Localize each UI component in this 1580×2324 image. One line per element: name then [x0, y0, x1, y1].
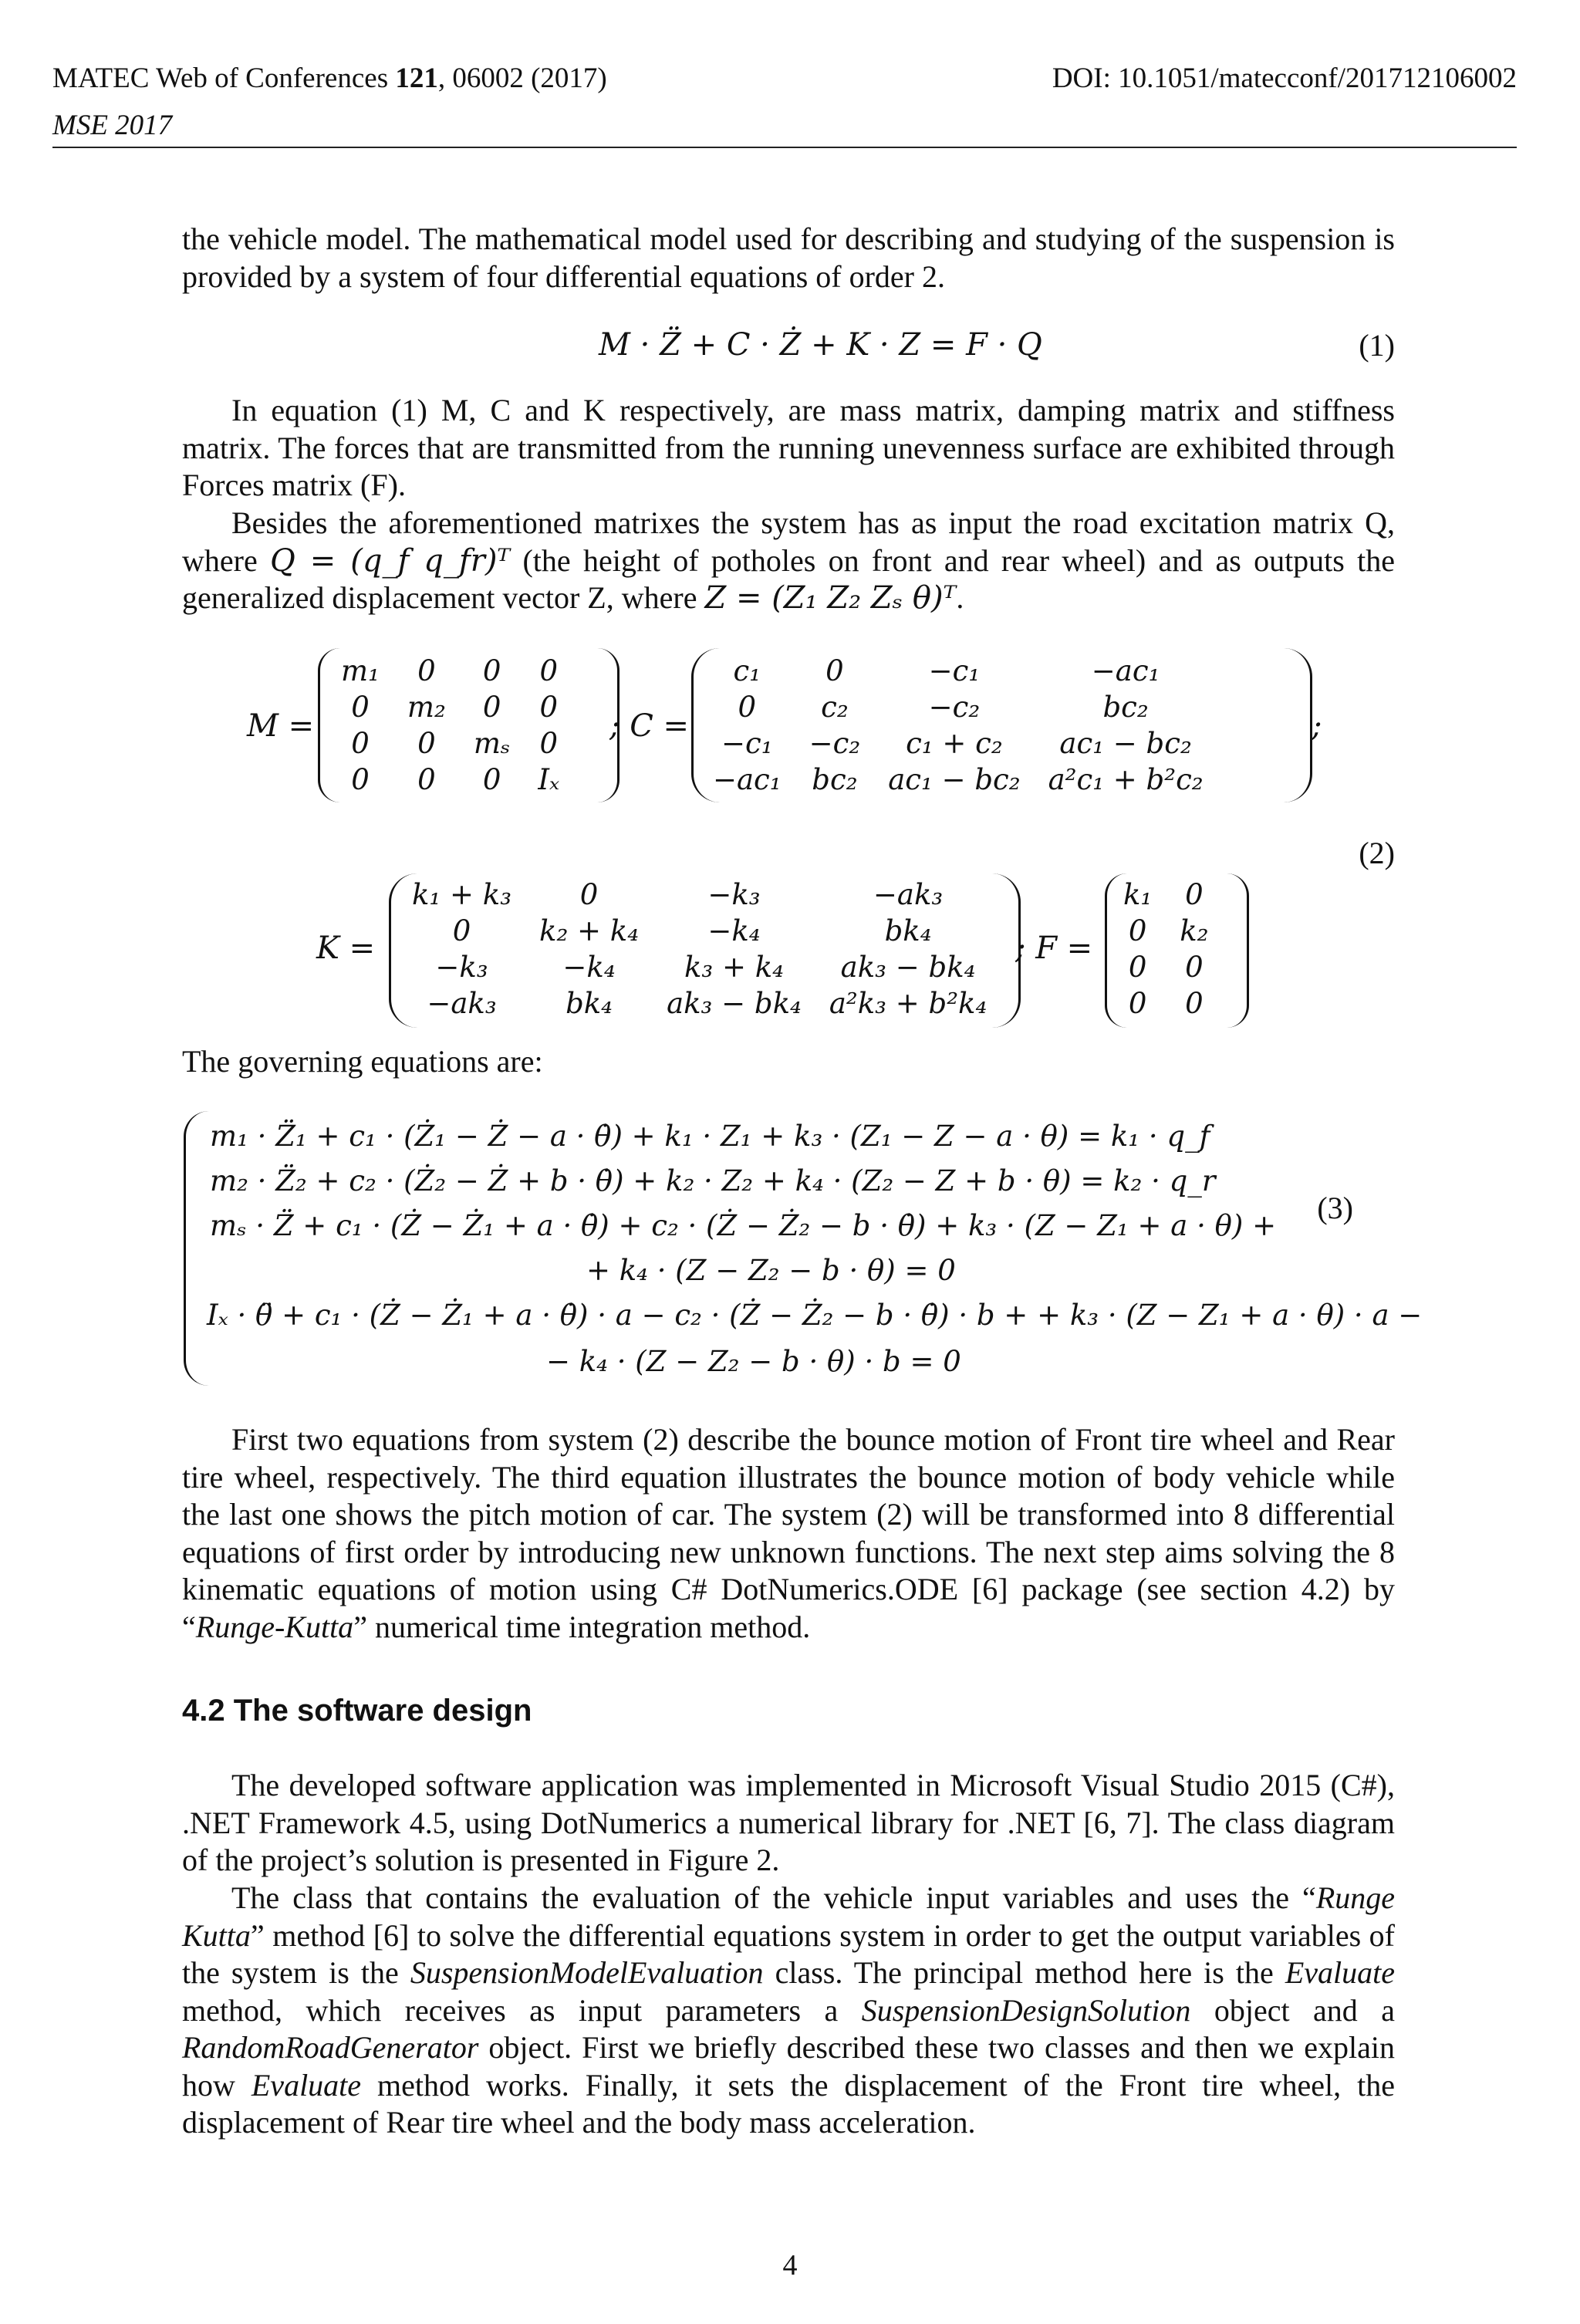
- matrix-c-tail: ;: [1312, 708, 1322, 744]
- matrix-cell: −k₄: [562, 951, 616, 984]
- matrix-cell: 0: [351, 763, 370, 796]
- equation-1: M · Z̈ + C · Ż + K · Z = F · Q: [599, 327, 1042, 363]
- matrix-f-right-paren: [1227, 873, 1249, 1028]
- matrix-c: [699, 653, 1217, 798]
- matrix-k-row: [398, 985, 1001, 1022]
- matrix-cell: k₃ + k₄: [684, 951, 784, 984]
- paragraph-matrices-description: In equation (1) M, C and K respectively, are mass matrix, damping matrix and stiffness matrix. The forces that are transmitted from the running unevenness surface are exhibited through Forces matrix (F).: [182, 393, 1395, 502]
- header-rule: [52, 147, 1517, 148]
- governing-intro: The governing equations are:: [182, 1044, 543, 1079]
- matrix-cell: 0: [825, 654, 844, 687]
- matrix-c-row: [699, 653, 1217, 689]
- matrix-cell: −c₁: [721, 727, 773, 760]
- matrix-f: [1109, 877, 1223, 1022]
- matrix-cell: m₂: [407, 691, 446, 724]
- matrix-m-row: [327, 762, 573, 798]
- paragraph-software-implementation: The developed software application was implemented in Microsoft Visual Studio 2015 (C#), .NET Framework 4.5, using DotNumerics a numerical library for .NET [6, 7]. The class diagram of the project’s solution is presented in Figure 2.: [182, 1768, 1395, 1877]
- journal-header: MATEC Web of Conferences 121, 06002 (2017): [52, 62, 607, 94]
- z-vector-expr: Z = (Z₁ Z₂ Zₛ θ)ᵀ: [704, 580, 957, 616]
- matrix-m-row: [327, 689, 573, 725]
- matrix-cell: −c₂: [928, 691, 981, 724]
- matrix-cell: ak₃ − bk₄: [667, 987, 802, 1020]
- matrix-c-row: [699, 725, 1217, 762]
- matrix-cell: ac₁ − bc₂: [1059, 727, 1192, 760]
- matrix-cell: 0: [1185, 987, 1204, 1020]
- matrix-cell: 0: [1128, 914, 1147, 948]
- matrix-c-label: ; C =: [609, 708, 690, 744]
- matrix-cell: k₁ + k₃: [412, 878, 512, 911]
- matrix-f-row: [1109, 985, 1223, 1022]
- doi-header: DOI: 10.1051/matecconf/201712106002: [1052, 62, 1517, 94]
- matrix-cell: bk₄: [565, 987, 613, 1020]
- matrix-cell: bc₂: [1102, 691, 1149, 724]
- matrix-m: [327, 653, 573, 798]
- matrix-c-row: [699, 689, 1217, 725]
- equation-2-number: (2): [1359, 836, 1395, 870]
- matrix-cell: 0: [482, 691, 501, 724]
- matrix-cell: 0: [417, 727, 436, 760]
- matrix-cell: −k₃: [435, 951, 488, 984]
- matrix-cell: 0: [351, 727, 370, 760]
- matrix-cell: a²k₃ + b²k₄: [829, 987, 988, 1020]
- matrix-cell: 0: [417, 763, 436, 796]
- matrix-cell: k₂ + k₄: [539, 914, 640, 948]
- matrix-cell: −ak₃: [427, 987, 497, 1020]
- matrix-c-right-paren: [1284, 648, 1312, 802]
- matrix-cell: bc₂: [812, 763, 858, 796]
- equation-3-brace: [184, 1111, 209, 1386]
- matrix-k-row: [398, 949, 1001, 985]
- matrix-cell: 0: [579, 878, 599, 911]
- matrix-cell: ak₃ − bk₄: [840, 951, 976, 984]
- matrix-k-row: [398, 877, 1001, 913]
- matrix-c-row: [699, 762, 1217, 798]
- matrix-cell: a²c₁ + b²c₂: [1048, 763, 1204, 796]
- journal-volume: 121: [395, 62, 438, 94]
- conference-name: MSE 2017: [52, 110, 173, 141]
- matrix-cell: k₂: [1180, 914, 1209, 948]
- matrix-cell: k₁: [1123, 878, 1153, 911]
- paragraph-inputs-outputs: Besides the aforementioned matrixes the system has as input the road excitation matrix Q, where Q = (q_f q_fr)ᵀ (the height of potholes on front and rear wheel) and as outputs the generalized displacement vector Z, where Z = (Z₁ Z₂ Zₛ θ)ᵀ.: [182, 505, 1395, 616]
- equation-3-number: (3): [1317, 1191, 1353, 1225]
- matrix-cell: ac₁ − bc₂: [888, 763, 1021, 796]
- matrix-m-row: [327, 725, 573, 762]
- matrix-cell: m₁: [341, 654, 380, 687]
- matrix-cell: c₁ + c₂: [906, 727, 1003, 760]
- matrix-cell: 0: [539, 727, 559, 760]
- matrix-m-label: M =: [247, 708, 315, 744]
- matrix-k-row: [398, 913, 1001, 949]
- equation-1-number: (1): [1359, 328, 1395, 363]
- matrix-cell: 0: [351, 691, 370, 724]
- matrix-cell: −ac₁: [1091, 654, 1160, 687]
- equation-3-line-2: m₂ · Z̈₂ + c₂ · (Ż₂ − Ż + b · θ̇) + k₂ · Z₂ + k₄ · (Z₂ − Z + b · θ) = k₂ · q_r: [210, 1164, 1216, 1197]
- matrix-cell: 0: [482, 763, 501, 796]
- matrix-cell: 0: [1128, 987, 1147, 1020]
- matrix-cell: c₂: [821, 691, 849, 724]
- matrix-cell: −k₃: [707, 878, 761, 911]
- matrix-cell: mₛ: [473, 727, 511, 760]
- matrix-f-row: [1109, 949, 1223, 985]
- matrix-k-label: K =: [316, 931, 376, 966]
- matrix-cell: 0: [1128, 951, 1147, 984]
- matrix-cell: −c₁: [928, 654, 981, 687]
- paragraph-intro: the vehicle model. The mathematical model used for describing and studying of the suspension is provided by a system of four differential equations of order 2.: [182, 221, 1395, 294]
- matrix-cell: 0: [452, 914, 471, 948]
- matrix-cell: 0: [539, 691, 559, 724]
- matrix-cell: c₁: [733, 654, 761, 687]
- matrix-cell: 0: [539, 654, 559, 687]
- matrix-cell: −ak₃: [873, 878, 944, 911]
- section-heading: 4.2 The software design: [182, 1694, 532, 1728]
- matrix-cell: Iₓ: [538, 763, 560, 796]
- matrix-m-row: [327, 653, 573, 689]
- q-vector-expr: Q = (q_f q_fr)ᵀ: [270, 542, 511, 579]
- matrix-cell: −k₄: [707, 914, 761, 948]
- equation-3-line-3: mₛ · Z̈ + c₁ · (Ż − Ż₁ + a · θ̇) + c₂ · (Ż − Ż₂ − b · θ̇) + k₃ · (Z − Z₁ + a · θ) +: [210, 1209, 1277, 1242]
- equation-3-line-4: + k₄ · (Z − Z₂ − b · θ) = 0: [586, 1254, 956, 1287]
- page-number: 4: [782, 2249, 798, 2282]
- equation-3-line-1: m₁ · Z̈₁ + c₁ · (Ż₁ − Ż − a · θ̇) + k₁ · Z₁ + k₃ · (Z₁ − Z − a · θ) = k₁ · q_f: [210, 1120, 1210, 1153]
- matrix-f-row: [1109, 913, 1223, 949]
- equation-3-line-6: − k₄ · (Z − Z₂ − b · θ) · b = 0: [546, 1345, 961, 1378]
- matrix-f-row: [1109, 877, 1223, 913]
- matrix-cell: 0: [417, 654, 436, 687]
- matrix-k: [398, 877, 1001, 1022]
- matrix-f-label: ; F =: [1015, 931, 1093, 966]
- paragraph-system-description: First two equations from system (2) describe the bounce motion of Front tire wheel and Rear tire wheel, respectively. The third equation illustrates the bounce motion of body vehicle while the last one shows the pitch motion of car. The system (2) will be transformed into 8 differential equations of first order by introducing new unknown functions. The next step aims solving the 8 kinematic equations of motion using C# DotNumerics.ODE [6] package (see section 4.2) by “Runge-Kutta” numerical time integration method.: [182, 1422, 1395, 1644]
- matrix-cell: 0: [738, 691, 757, 724]
- matrix-cell: bk₄: [884, 914, 932, 948]
- matrix-cell: 0: [1185, 951, 1204, 984]
- paragraph-evaluation-class: The class that contains the evaluation of the vehicle input variables and uses the “Runge Kutta” method [6] to solve the differential equations system in order to get the output variables of the system is the SuspensionModelEvaluation class. The principal method here is the Evaluate method, which receives as input parameters a SuspensionDesignSolution object and a RandomRoadGenerator object. First we briefly described these two classes and then we explain how Evaluate method works. Finally, it sets the displacement of the Front tire wheel, the displacement of Rear tire wheel and the body mass acceleration.: [182, 1880, 1396, 2140]
- matrix-cell: 0: [1185, 878, 1204, 911]
- matrix-cell: −ac₁: [713, 763, 782, 796]
- matrix-cell: 0: [482, 654, 501, 687]
- equation-3-line-5: Iₓ · θ̈ + c₁ · (Ż − Ż₁ + a · θ̇) · a − c₂ · (Ż − Ż₂ − b · θ̇) · b + + k₃ · (Z − Z₁ + a · θ) · a −: [207, 1299, 1423, 1332]
- matrix-cell: −c₂: [809, 727, 861, 760]
